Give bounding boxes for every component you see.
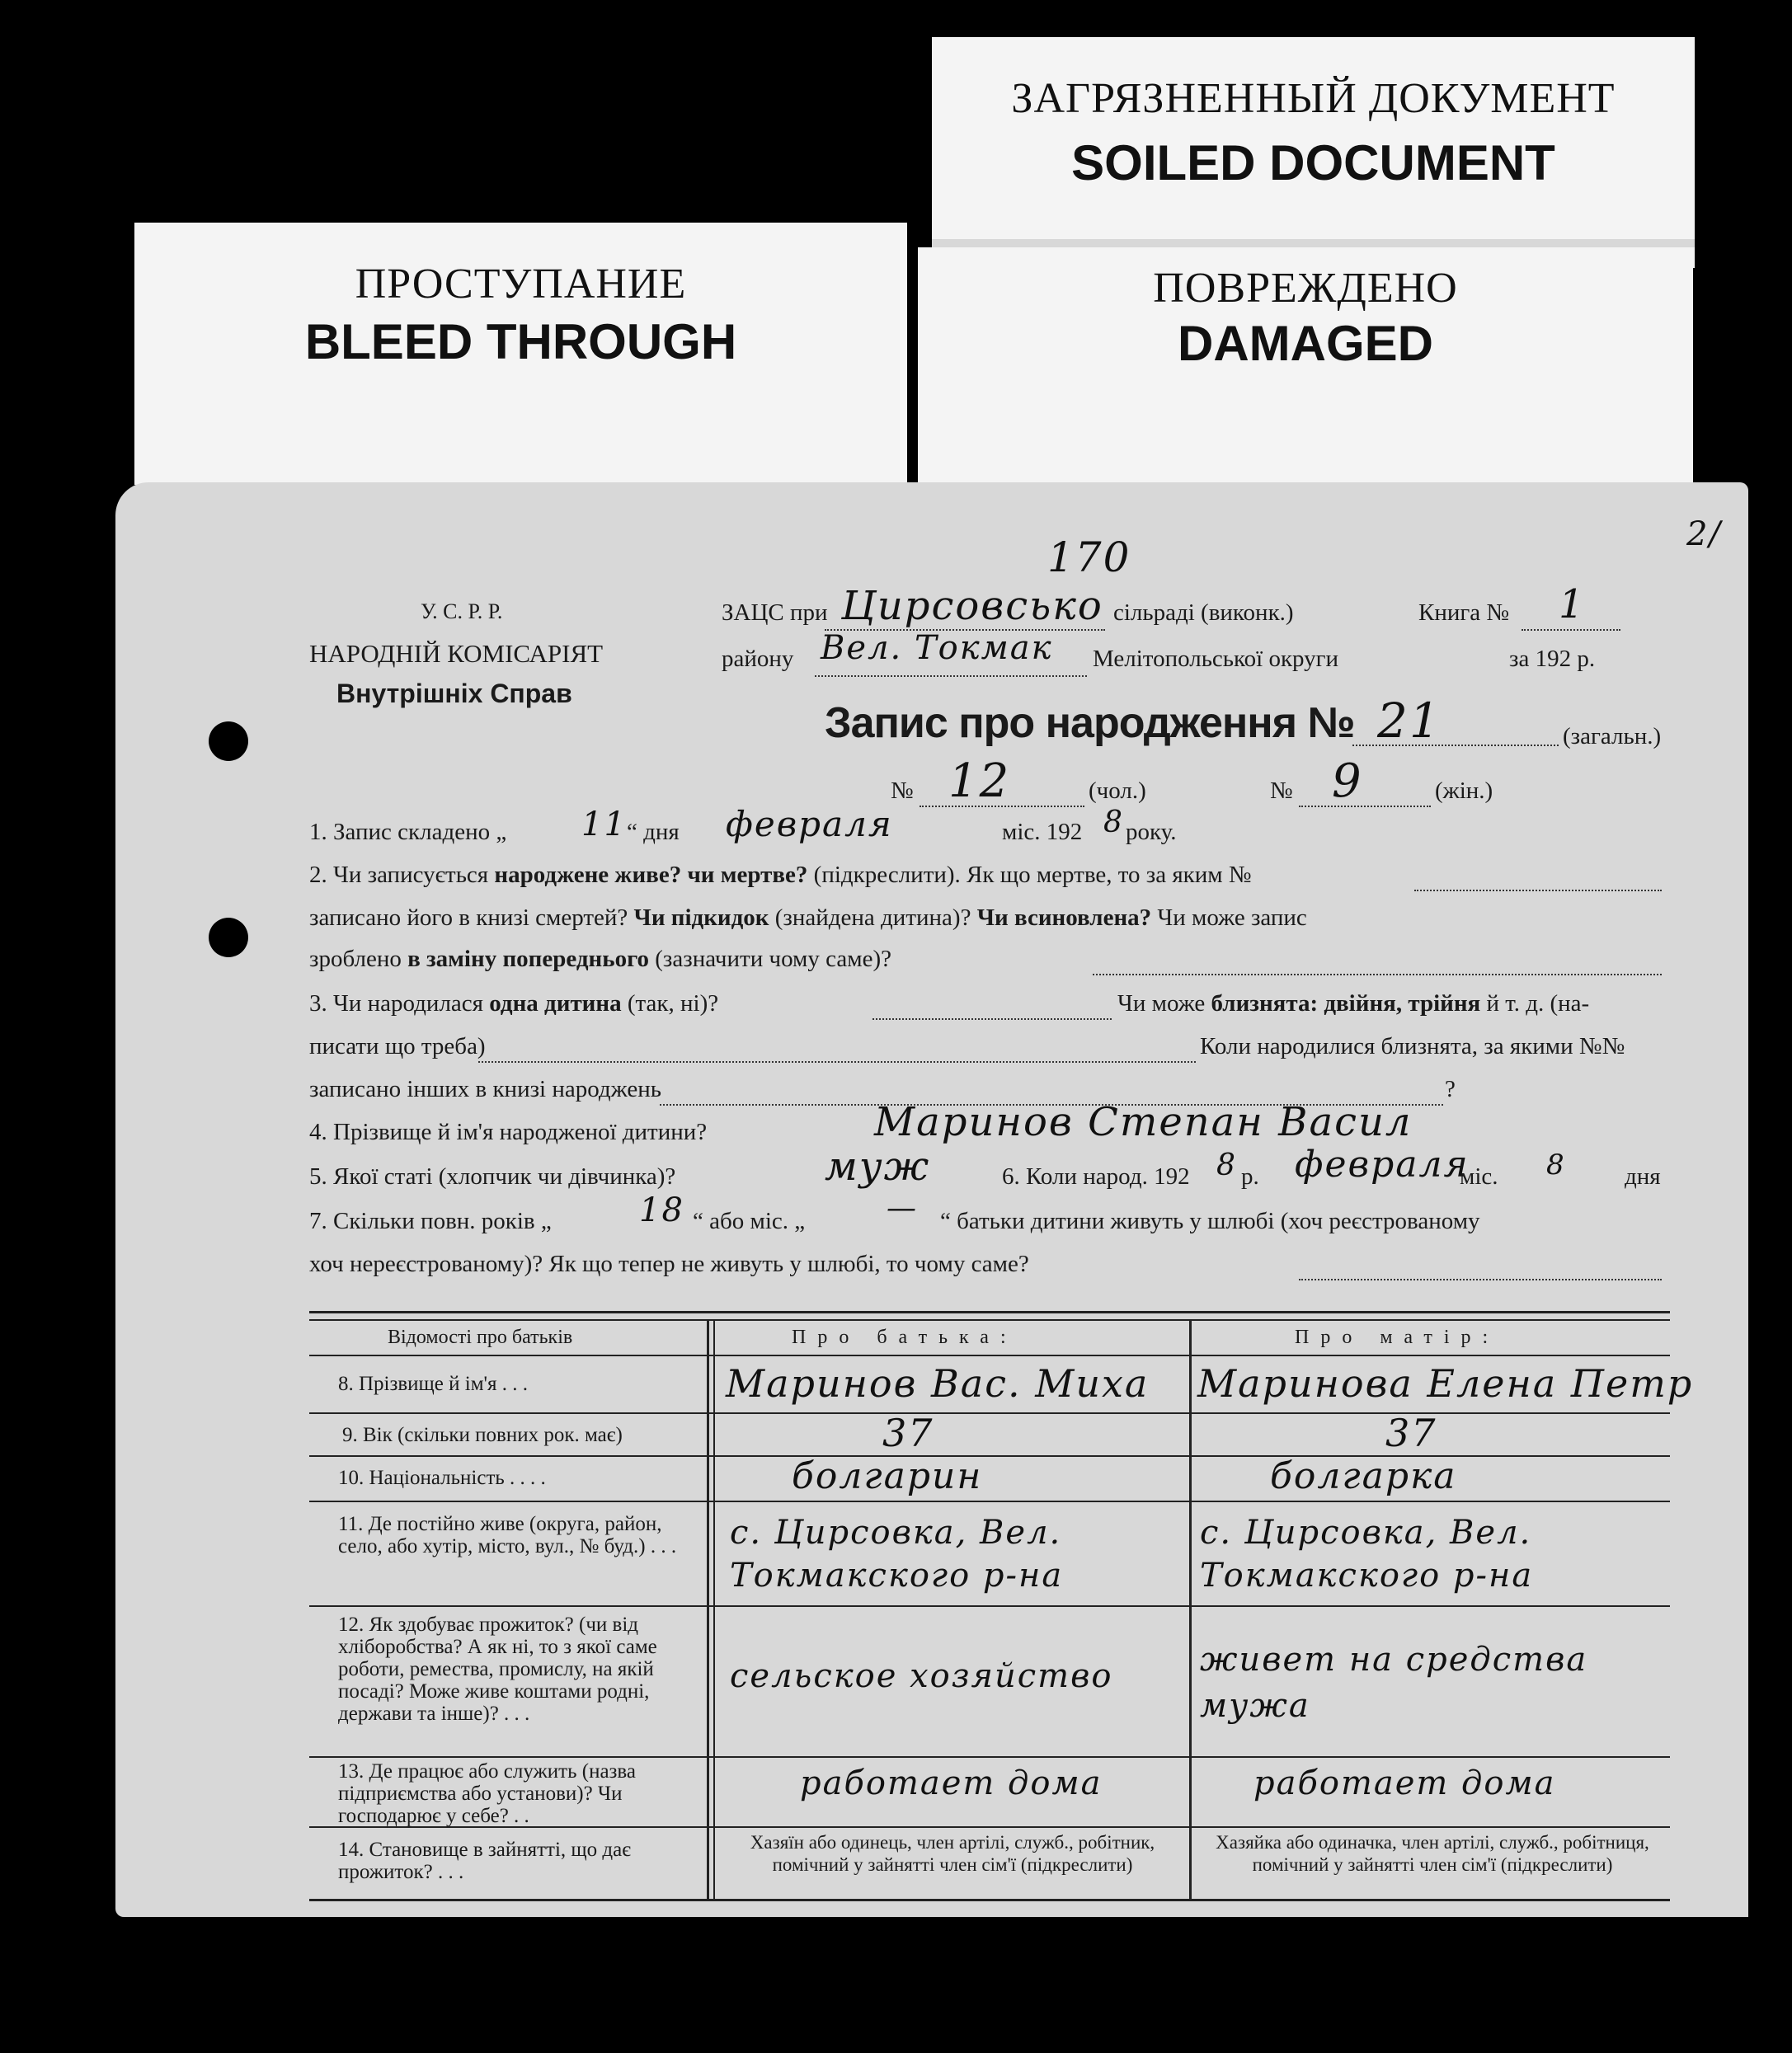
father-residence: с. Цирсовка, Вел. Токмакского р-на (730, 1514, 1064, 1595)
general-label: (загальн.) (1563, 723, 1662, 749)
record-title: Запис про народження № (825, 699, 1355, 747)
ussr-label: У. С. Р. Р. (421, 599, 503, 623)
q6-text: 6. Коли народ. 192 (1002, 1163, 1190, 1190)
q2-text: 2. Чи записується народжене живе? чи мертве? (підкреслити). Як що мертве, то за яким № (309, 862, 1252, 888)
bleed-tag-en: BLEED THROUGH (304, 314, 737, 369)
father-nationality: болгарин (792, 1455, 983, 1497)
mother-residence: с. Цирсовка, Вел. Токмакского р-на (1200, 1514, 1534, 1595)
q6-year-label: р. (1241, 1163, 1259, 1190)
q1-year-label: року. (1126, 819, 1177, 845)
district-suffix: Мелітопольської округи (1093, 646, 1339, 672)
father-status: Хазяїн або одинець, член артілі, служб., робітник, помічний у зайнятті член сім'ї (підкреслити) (750, 1832, 1155, 1875)
q1-month-label: міс. 192 (1002, 819, 1083, 845)
q3-twins-cont: записано інших в книзі народжень (309, 1076, 661, 1102)
male-number: 12 (948, 754, 1011, 808)
row-label-residence: 11. Де постійно живе (округа, район, село, або хутір, місто, вул., № буд.) . . . (338, 1513, 677, 1557)
mother-name: Маринова Елена Петр (1197, 1361, 1694, 1406)
q7-text: 7. Скільки повн. років „ (309, 1208, 552, 1234)
q7-months-label: “ або міс. „ (693, 1208, 806, 1234)
father-name: Маринов Вас. Миха (726, 1361, 1150, 1406)
row-label-livelihood: 12. Як здобуває прожиток? (чи від хліборобства? А як ні, то з якої саме роботи, ремества, промислу, на якій посаді? Може живе коштами родні, держави та інше)? . . . (338, 1614, 657, 1725)
book-label: Книга № (1418, 599, 1510, 626)
q3-text-b: Чи може близнята: двійня, трійня й т. д. (на- (1117, 990, 1590, 1017)
row-label-status: 14. Становище в зайнятті, що дає прожиток? . . . (338, 1839, 631, 1883)
birth-record-sheet (115, 482, 1748, 1917)
marriage-months: — (887, 1191, 918, 1225)
mother-workplace: работает дома (1253, 1764, 1556, 1802)
damaged-tag-ru: ПОВРЕЖДЕНО (1153, 265, 1458, 312)
book-value: 1 (1559, 581, 1586, 627)
q3-twins-text: Коли народилися близнята, за якими №№ (1200, 1033, 1625, 1059)
child-name: Маринов Степан Васил (874, 1099, 1413, 1145)
mother-status: Хазяйка або одиначка, член артілі, служб., робітниця, помічний у зайнятті член сім'ї (підкреслити) (1216, 1832, 1649, 1875)
tag-divider (932, 239, 1695, 247)
q7-text-cont: “ батьки дитини живуть у шлюбі (хоч реєстрованому (940, 1208, 1480, 1234)
damaged-tag-en: DAMAGED (1178, 316, 1433, 371)
row-label-workplace: 13. Де працює або служить (назва підприємства або установи)? Чи господарює у себе? . . (338, 1760, 636, 1827)
father-livelihood: сельское хозяйство (730, 1657, 1113, 1695)
soiled-tag-en: SOILED DOCUMENT (1071, 135, 1555, 190)
village-council-value: Цирсовсько (841, 583, 1103, 629)
zags-prefix: ЗАЦС при (722, 599, 828, 626)
mother-age: 37 (1385, 1411, 1437, 1455)
corner-mark: 2/ (1686, 515, 1722, 553)
bleed-tag-ru: ПРОСТУПАНИЕ (355, 261, 687, 308)
row-label-nationality: 10. Національність . . . . (338, 1467, 546, 1489)
record-year: 8 (1103, 806, 1124, 839)
district-value: Вел. Токмак (821, 629, 1053, 667)
zags-suffix: сільраді (виконк.) (1113, 599, 1294, 626)
q3-question-mark: ? (1445, 1076, 1456, 1102)
q3-text: 3. Чи народилася одна дитина (так, ні)? (309, 990, 719, 1017)
q1-text: 1. Запис складено „ (309, 819, 507, 845)
birth-month: февраля (1295, 1144, 1470, 1186)
birth-year: 8 (1216, 1149, 1237, 1182)
record-month: февраля (726, 804, 893, 844)
male-no-label: № (891, 778, 914, 804)
q6-day-label: дня (1625, 1163, 1661, 1190)
table-header-father: Про батька: (792, 1327, 1018, 1348)
q2-text-cont: записано його в книзі смертей? Чи підкидок (знайдена дитина)? Чи всиновлена? Чи може запис (309, 904, 1307, 931)
female-no-label: № (1270, 778, 1293, 804)
soiled-document-tag (932, 37, 1695, 268)
commissariat-label: НАРОДНІЙ КОМІСАРІЯТ (309, 639, 604, 668)
father-age: 37 (882, 1411, 934, 1455)
male-label: (чол.) (1089, 778, 1146, 804)
record-day: 11 (581, 806, 627, 843)
table-header-mother: Про матір: (1295, 1327, 1500, 1348)
damaged-tag (918, 247, 1693, 485)
year-label: за 192 р. (1509, 646, 1596, 672)
mother-nationality: болгарка (1270, 1455, 1457, 1497)
father-workplace: работает дома (800, 1764, 1103, 1802)
q1-day-label: “ дня (627, 819, 680, 845)
internal-affairs-label: Внутрішніх Справ (336, 679, 572, 708)
q7-text-end: хоч нереєстрованому)? Як що тепер не живуть у шлюбі, то чому саме? (309, 1251, 1029, 1277)
mother-livelihood: живет на средства мужа (1200, 1641, 1588, 1725)
child-sex: муж (825, 1144, 931, 1190)
q2-text-end: зроблено в заміну попереднього (зазначити чому саме)? (309, 946, 891, 972)
punch-hole (209, 721, 248, 761)
record-number: 21 (1377, 693, 1442, 749)
soiled-tag-ru: ЗАГРЯЗНЕННЫЙ ДОКУМЕНТ (1011, 75, 1616, 122)
table-header-info: Відомості про батьків (388, 1327, 573, 1348)
bleed-through-tag (134, 223, 907, 485)
district-prefix: району (722, 646, 794, 672)
marriage-years: 18 (639, 1191, 684, 1229)
punch-hole (209, 918, 248, 957)
birth-day: 8 (1546, 1149, 1566, 1182)
row-label-age: 9. Вік (скільки повних рок. має) (342, 1424, 623, 1446)
female-label: (жін.) (1435, 778, 1493, 804)
row-label-name: 8. Прізвище й ім'я . . . (338, 1373, 529, 1395)
q4-text: 4. Прізвище й ім'я народженої дитини? (309, 1119, 708, 1145)
q6-month-label: міс. (1460, 1163, 1498, 1190)
female-number: 9 (1332, 754, 1363, 808)
q3-text-cont: писати що треба) (309, 1033, 486, 1059)
q5-text: 5. Якої статі (хлопчик чи дівчинка)? (309, 1163, 676, 1190)
sheet-number: 170 (1047, 533, 1131, 581)
